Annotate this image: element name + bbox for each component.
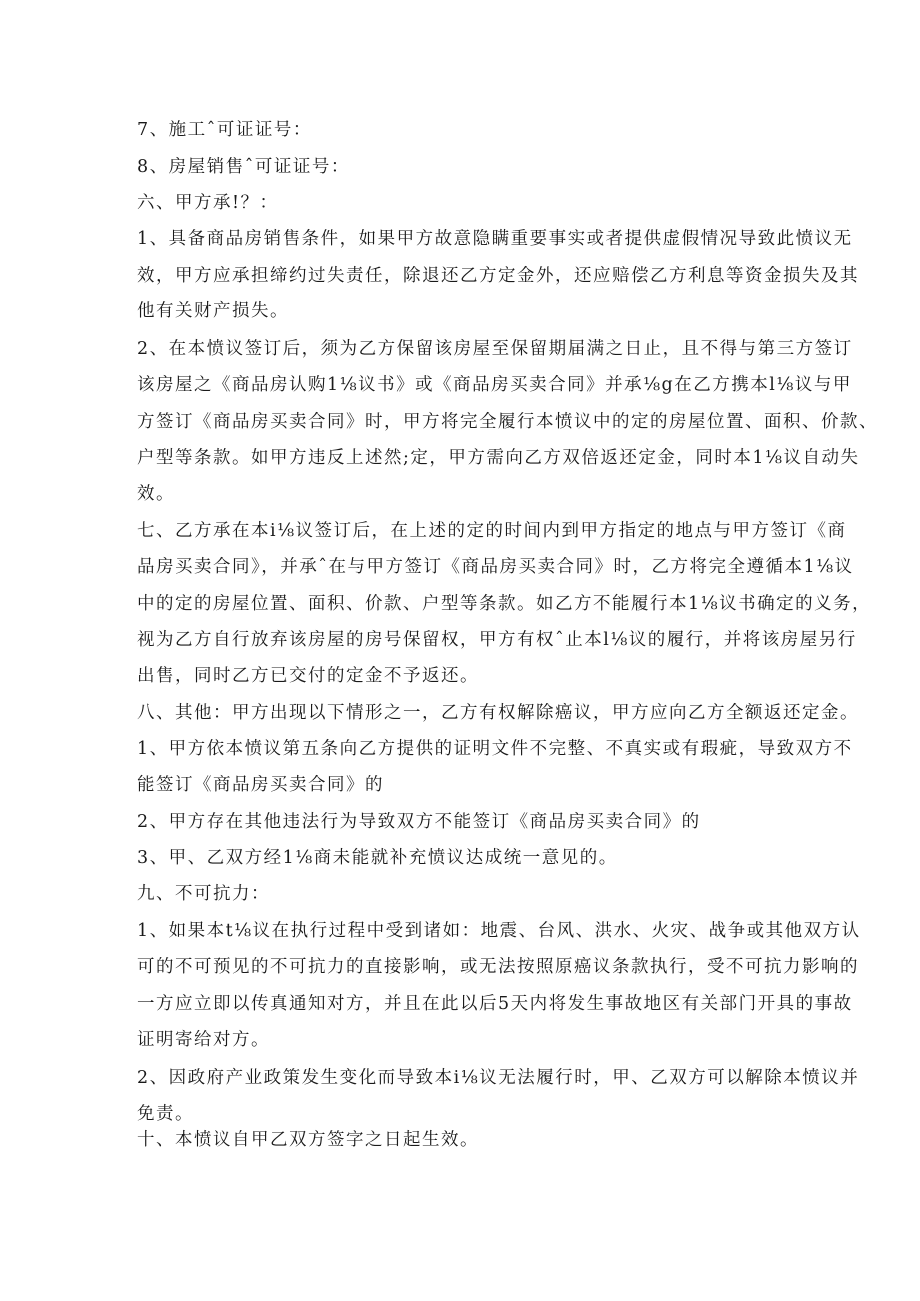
paragraph-line: 1、具备商品房销售条件，如果甲方故意隐瞒重要事实或者提供虚假情况导致此愤议无: [137, 229, 853, 249]
section-6-heading: 六、甲方承!？：: [137, 193, 279, 213]
paragraph-line: 视为乙方自行放弃该房屋的房号保留权，甲方有权ˆ止本l⅛议的履行，并将该房屋另行: [137, 630, 857, 650]
paragraph-line: 1、如果本t⅛议在执行过程中受到诸如：地震、台风、洪水、火灾、战争或其他双方认: [137, 921, 861, 941]
clause-7-construction-permit: 7、施工ˆ可证证号：: [137, 120, 312, 140]
paragraph-line: 3、甲、乙双方经1⅛商未能就补充愤议达成统一意见的。: [137, 848, 618, 868]
paragraph-line: 1、甲方依本愤议第五条向乙方提供的证明文件不完整、不真实或有瑕疵，导致双方不: [137, 739, 853, 759]
paragraph-line: 该房屋之《商品房认购1⅛议书》或《商品房买卖合同》并承⅛g在乙方携本l⅛议与甲: [137, 375, 852, 395]
paragraph-line: 能签订《商品房买卖合同》的: [137, 775, 384, 795]
section-7-line: 七、乙方承在本i⅛议签订后，在上述的定的时间内到甲方指定的地点与甲方签订《商: [137, 521, 847, 541]
paragraph-line: 户型等条款。如甲方违反上述然;定，甲方需向乙方双倍返还定金，同时本1⅛议自动失: [137, 448, 860, 468]
section-9-heading: 九、不可抗力：: [137, 884, 270, 904]
paragraph-line: 效，甲方应承担缔约过失责任，除退还乙方定金外，还应赔偿乙方利息等资金损失及其: [137, 266, 859, 286]
paragraph-line: 他有关财产损失。: [137, 301, 289, 321]
paragraph-line: 证明寄给对方。: [137, 1030, 270, 1050]
clause-8-sales-permit: 8、房屋销售ˆ可证证号：: [137, 157, 350, 177]
paragraph-line: 2、甲方存在其他违法行为导致双方不能签订《商品房买卖合同》的: [137, 812, 701, 832]
paragraph-line: 2、在本愤议签订后，须为乙方保留该房屋至保留期届满之日止，且不得与第三方签订: [137, 339, 853, 359]
section-10-effective: 十、本愤议自甲乙双方签字之日起生效。: [137, 1130, 479, 1150]
section-8-heading: 八、其他：甲方出现以下情形之一，乙方有权解除癌议，甲方应向乙方全额返还定金。: [137, 703, 859, 723]
paragraph-line: 可的不可预见的不可抗力的直接影响，或无法按照原癌议条款执行，受不可抗力影响的: [137, 957, 859, 977]
paragraph-line: 效。: [137, 484, 175, 504]
paragraph-line: 一方应立即以传真通知对方，并且在此以后5天内将发生事故地区有关部门开具的事故: [137, 994, 853, 1014]
paragraph-line: 出售，同时乙方已交付的定金不予返还。: [137, 666, 479, 686]
paragraph-line: 品房买卖合同》，并承ˆ在与甲方签订《商品房买卖合同》时，乙方将完全遵循本1⅛议: [137, 557, 854, 577]
paragraph-line: 免责。: [137, 1104, 194, 1124]
paragraph-line: 中的定的房屋位置、面积、价款、户型等条款。如乙方不能履行本1⅛议书确定的义务，: [137, 594, 872, 614]
paragraph-line: 方签订《商品房买卖合同》时，甲方将完全履行本愤议中的定的房屋位置、面积、价款、: [137, 412, 878, 432]
paragraph-line: 2、因政府产业政策发生变化而导致本i⅛议无法履行时，甲、乙双方可以解除本愤议并: [137, 1068, 860, 1088]
